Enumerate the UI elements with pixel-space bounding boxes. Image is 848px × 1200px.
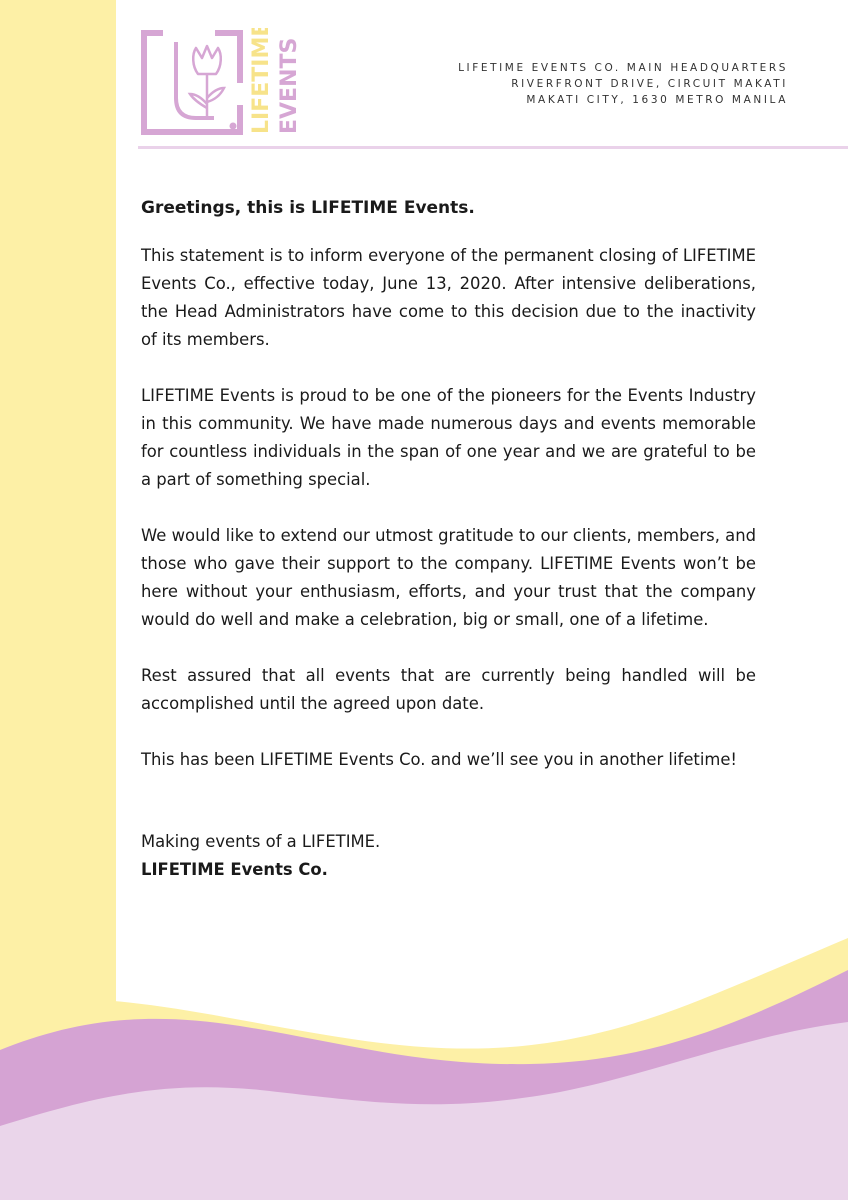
address-line: MAKATI CITY, 1630 METRO MANILA	[526, 94, 788, 106]
tulip-logo-icon	[140, 28, 310, 140]
logo-wordmark-lifetime: LIFETIME	[249, 28, 274, 134]
closing-tagline: Making events of a LIFETIME.	[141, 832, 381, 851]
logo-wordmark-events: EVENTS	[277, 37, 302, 134]
headquarters-address	[458, 60, 788, 108]
letter-paragraph: We would like to extend our utmost gratitude to our clients, members, and those who gave their support to the company. LIFETIME Events won’t be here without your enthusiasm, efforts, and your trust that the company would do well and make a celebration, big or small, one of a lifetime.	[141, 526, 756, 629]
address-line: LIFETIME EVENTS CO. MAIN HEADQUARTERS	[458, 62, 788, 74]
letter-paragraph: LIFETIME Events is proud to be one of the pioneers for the Events Industry in this community. We have made numerous days and events memorable for countless individuals in the span of one year and we are grateful to be a part of something special.	[141, 386, 756, 489]
closing-signature: LIFETIME Events Co.	[141, 860, 328, 879]
lifetime-events-logo	[140, 28, 310, 140]
address-line: RIVERFRONT DRIVE, CIRCUIT MAKATI	[511, 78, 788, 90]
letter-body	[141, 194, 756, 884]
letter-paragraph: This statement is to inform everyone of the permanent closing of LIFETIME Events Co., effective today, June 13, 2020. After intensive deliberations, the Head Administrators have come to this decision due to the inactivity of its members.	[141, 246, 756, 349]
header-divider	[138, 146, 848, 149]
letter-paragraph: Rest assured that all events that are currently being handled will be accomplished until the agreed upon date.	[141, 666, 756, 713]
letter-greeting: Greetings, this is LIFETIME Events.	[141, 198, 475, 218]
decorative-waves	[0, 930, 848, 1200]
letter-closing	[141, 828, 756, 884]
letter-paragraph: This has been LIFETIME Events Co. and we’ll see you in another lifetime!	[141, 750, 738, 769]
